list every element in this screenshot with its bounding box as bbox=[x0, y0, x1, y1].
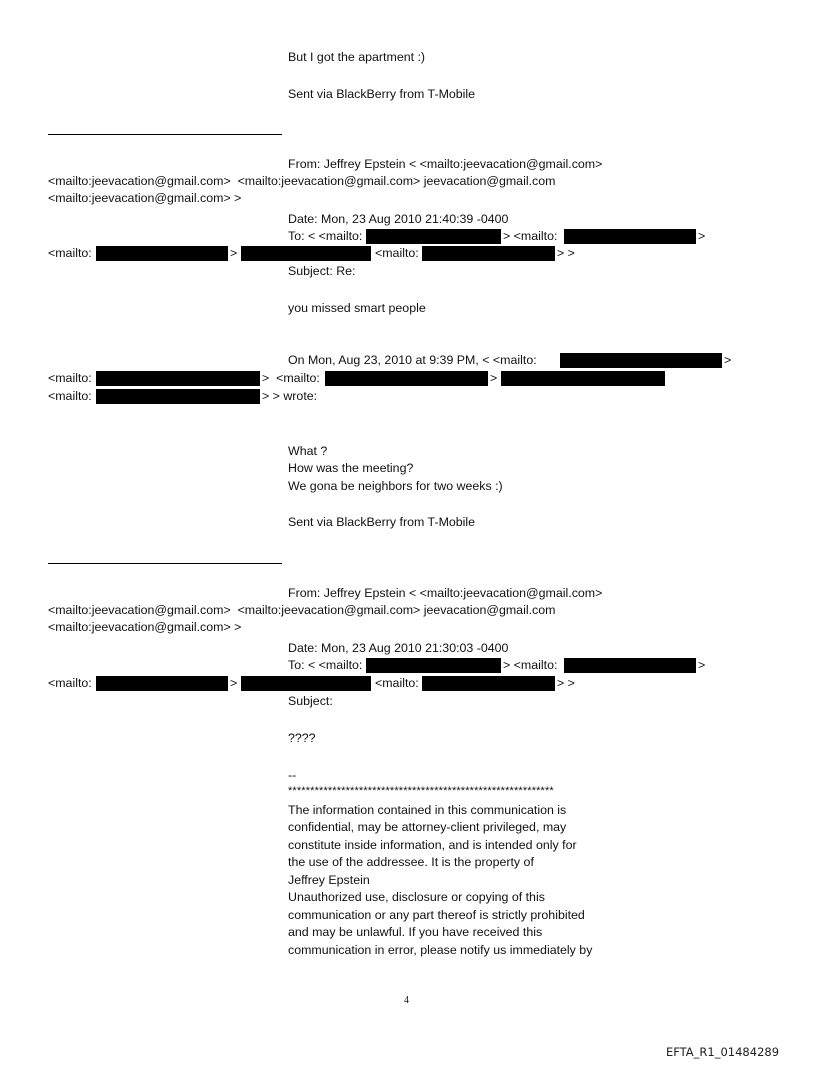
date-line: Date: Mon, 23 Aug 2010 21:30:03 -0400 bbox=[288, 641, 509, 655]
quote-line-2-prefix: <mailto: bbox=[48, 371, 92, 385]
redaction-block bbox=[366, 229, 501, 244]
separator-line bbox=[48, 134, 282, 135]
disclaimer-line: Jeffrey Epstein bbox=[288, 873, 370, 887]
to-line-prefix: To: < <mailto: bbox=[288, 229, 363, 243]
quote-line-2-gt: > bbox=[490, 371, 498, 385]
redaction-block bbox=[241, 246, 371, 261]
date-line: Date: Mon, 23 Aug 2010 21:40:39 -0400 bbox=[288, 212, 509, 226]
redaction-block bbox=[325, 371, 488, 386]
to-line-mailto: > <mailto: bbox=[503, 658, 558, 672]
to-line-mailto: > <mailto: bbox=[503, 229, 558, 243]
signature: Sent via BlackBerry from T-Mobile bbox=[288, 515, 476, 529]
to-line-prefix: To: < <mailto: bbox=[288, 658, 363, 672]
disclaimer-line: and may be unlawful. If you have received this bbox=[288, 925, 543, 939]
from-continuation: <mailto:jeevacation@gmail.com> > bbox=[48, 620, 242, 634]
to-continuation-gt: > bbox=[230, 676, 238, 690]
to-continuation-prefix: <mailto: bbox=[48, 676, 92, 690]
page-number: 4 bbox=[404, 995, 409, 1006]
redaction-block bbox=[366, 658, 501, 673]
reply-text: How was the meeting? bbox=[288, 461, 414, 475]
redaction-block bbox=[96, 676, 228, 691]
from-continuation: <mailto:jeevacation@gmail.com> > bbox=[48, 191, 242, 205]
to-continuation-gt: > bbox=[230, 246, 238, 260]
from-line: From: Jeffrey Epstein < <mailto:jeevacation@gmail.com> bbox=[288, 586, 603, 600]
to-continuation-end: > > bbox=[557, 246, 575, 260]
disclaimer-line: the use of the addressee. It is the property of bbox=[288, 855, 534, 869]
to-continuation-mailto: <mailto: bbox=[375, 246, 419, 260]
subject-line: Subject: bbox=[288, 694, 333, 708]
redaction-block bbox=[564, 658, 696, 673]
from-line: From: Jeffrey Epstein < <mailto:jeevacation@gmail.com> bbox=[288, 157, 603, 171]
redaction-block bbox=[241, 676, 371, 691]
reply-text: But I got the apartment :) bbox=[288, 50, 426, 64]
to-continuation-prefix: <mailto: bbox=[48, 246, 92, 260]
to-continuation-end: > > bbox=[557, 676, 575, 690]
disclaimer-line: constitute inside information, and is intended only for bbox=[288, 838, 577, 852]
disclaimer-line: Unauthorized use, disclosure or copying of this bbox=[288, 890, 545, 904]
quote-line-2-mailto: > <mailto: bbox=[262, 371, 320, 385]
stars-line: ************************************************************ bbox=[288, 785, 554, 797]
quote-line: On Mon, Aug 23, 2010 at 9:39 PM, < <mailto: bbox=[288, 353, 537, 367]
redaction-block bbox=[96, 246, 228, 261]
redaction-block bbox=[501, 371, 665, 386]
redaction-block bbox=[564, 229, 696, 244]
quote-gt: > bbox=[724, 353, 732, 367]
to-line-gt: > bbox=[698, 229, 706, 243]
subject-line: Subject: Re: bbox=[288, 264, 356, 278]
signature: Sent via BlackBerry from T-Mobile bbox=[288, 87, 476, 101]
from-continuation: <mailto:jeevacation@gmail.com> <mailto:jeevacation@gmail.com> jeevacation@gmail.com bbox=[48, 174, 556, 188]
to-continuation-mailto: <mailto: bbox=[375, 676, 419, 690]
reply-text: What ? bbox=[288, 444, 328, 458]
disclaimer-line: confidential, may be attorney-client privileged, may bbox=[288, 820, 567, 834]
message-body: ???? bbox=[288, 731, 316, 745]
from-continuation: <mailto:jeevacation@gmail.com> <mailto:jeevacation@gmail.com> jeevacation@gmail.com bbox=[48, 603, 556, 617]
disclaimer-line: communication or any part thereof is strictly prohibited bbox=[288, 908, 585, 922]
quote-line-3-end: > > wrote: bbox=[262, 389, 318, 403]
redaction-block bbox=[422, 246, 555, 261]
redaction-block bbox=[96, 371, 260, 386]
disclaimer-line: communication in error, please notify us immediately by bbox=[288, 943, 593, 957]
to-line-gt: > bbox=[698, 658, 706, 672]
signature-dashes: -- bbox=[288, 768, 297, 782]
message-body: you missed smart people bbox=[288, 301, 426, 315]
reply-text: We gona be neighbors for two weeks :) bbox=[288, 479, 503, 493]
redaction-block bbox=[560, 353, 722, 368]
separator-line bbox=[48, 563, 282, 564]
disclaimer-line: The information contained in this communication is bbox=[288, 803, 567, 817]
redaction-block bbox=[96, 389, 260, 404]
quote-line-3-prefix: <mailto: bbox=[48, 389, 92, 403]
redaction-block bbox=[422, 676, 555, 691]
bates-number: EFTA_R1_01484289 bbox=[666, 1045, 780, 1059]
